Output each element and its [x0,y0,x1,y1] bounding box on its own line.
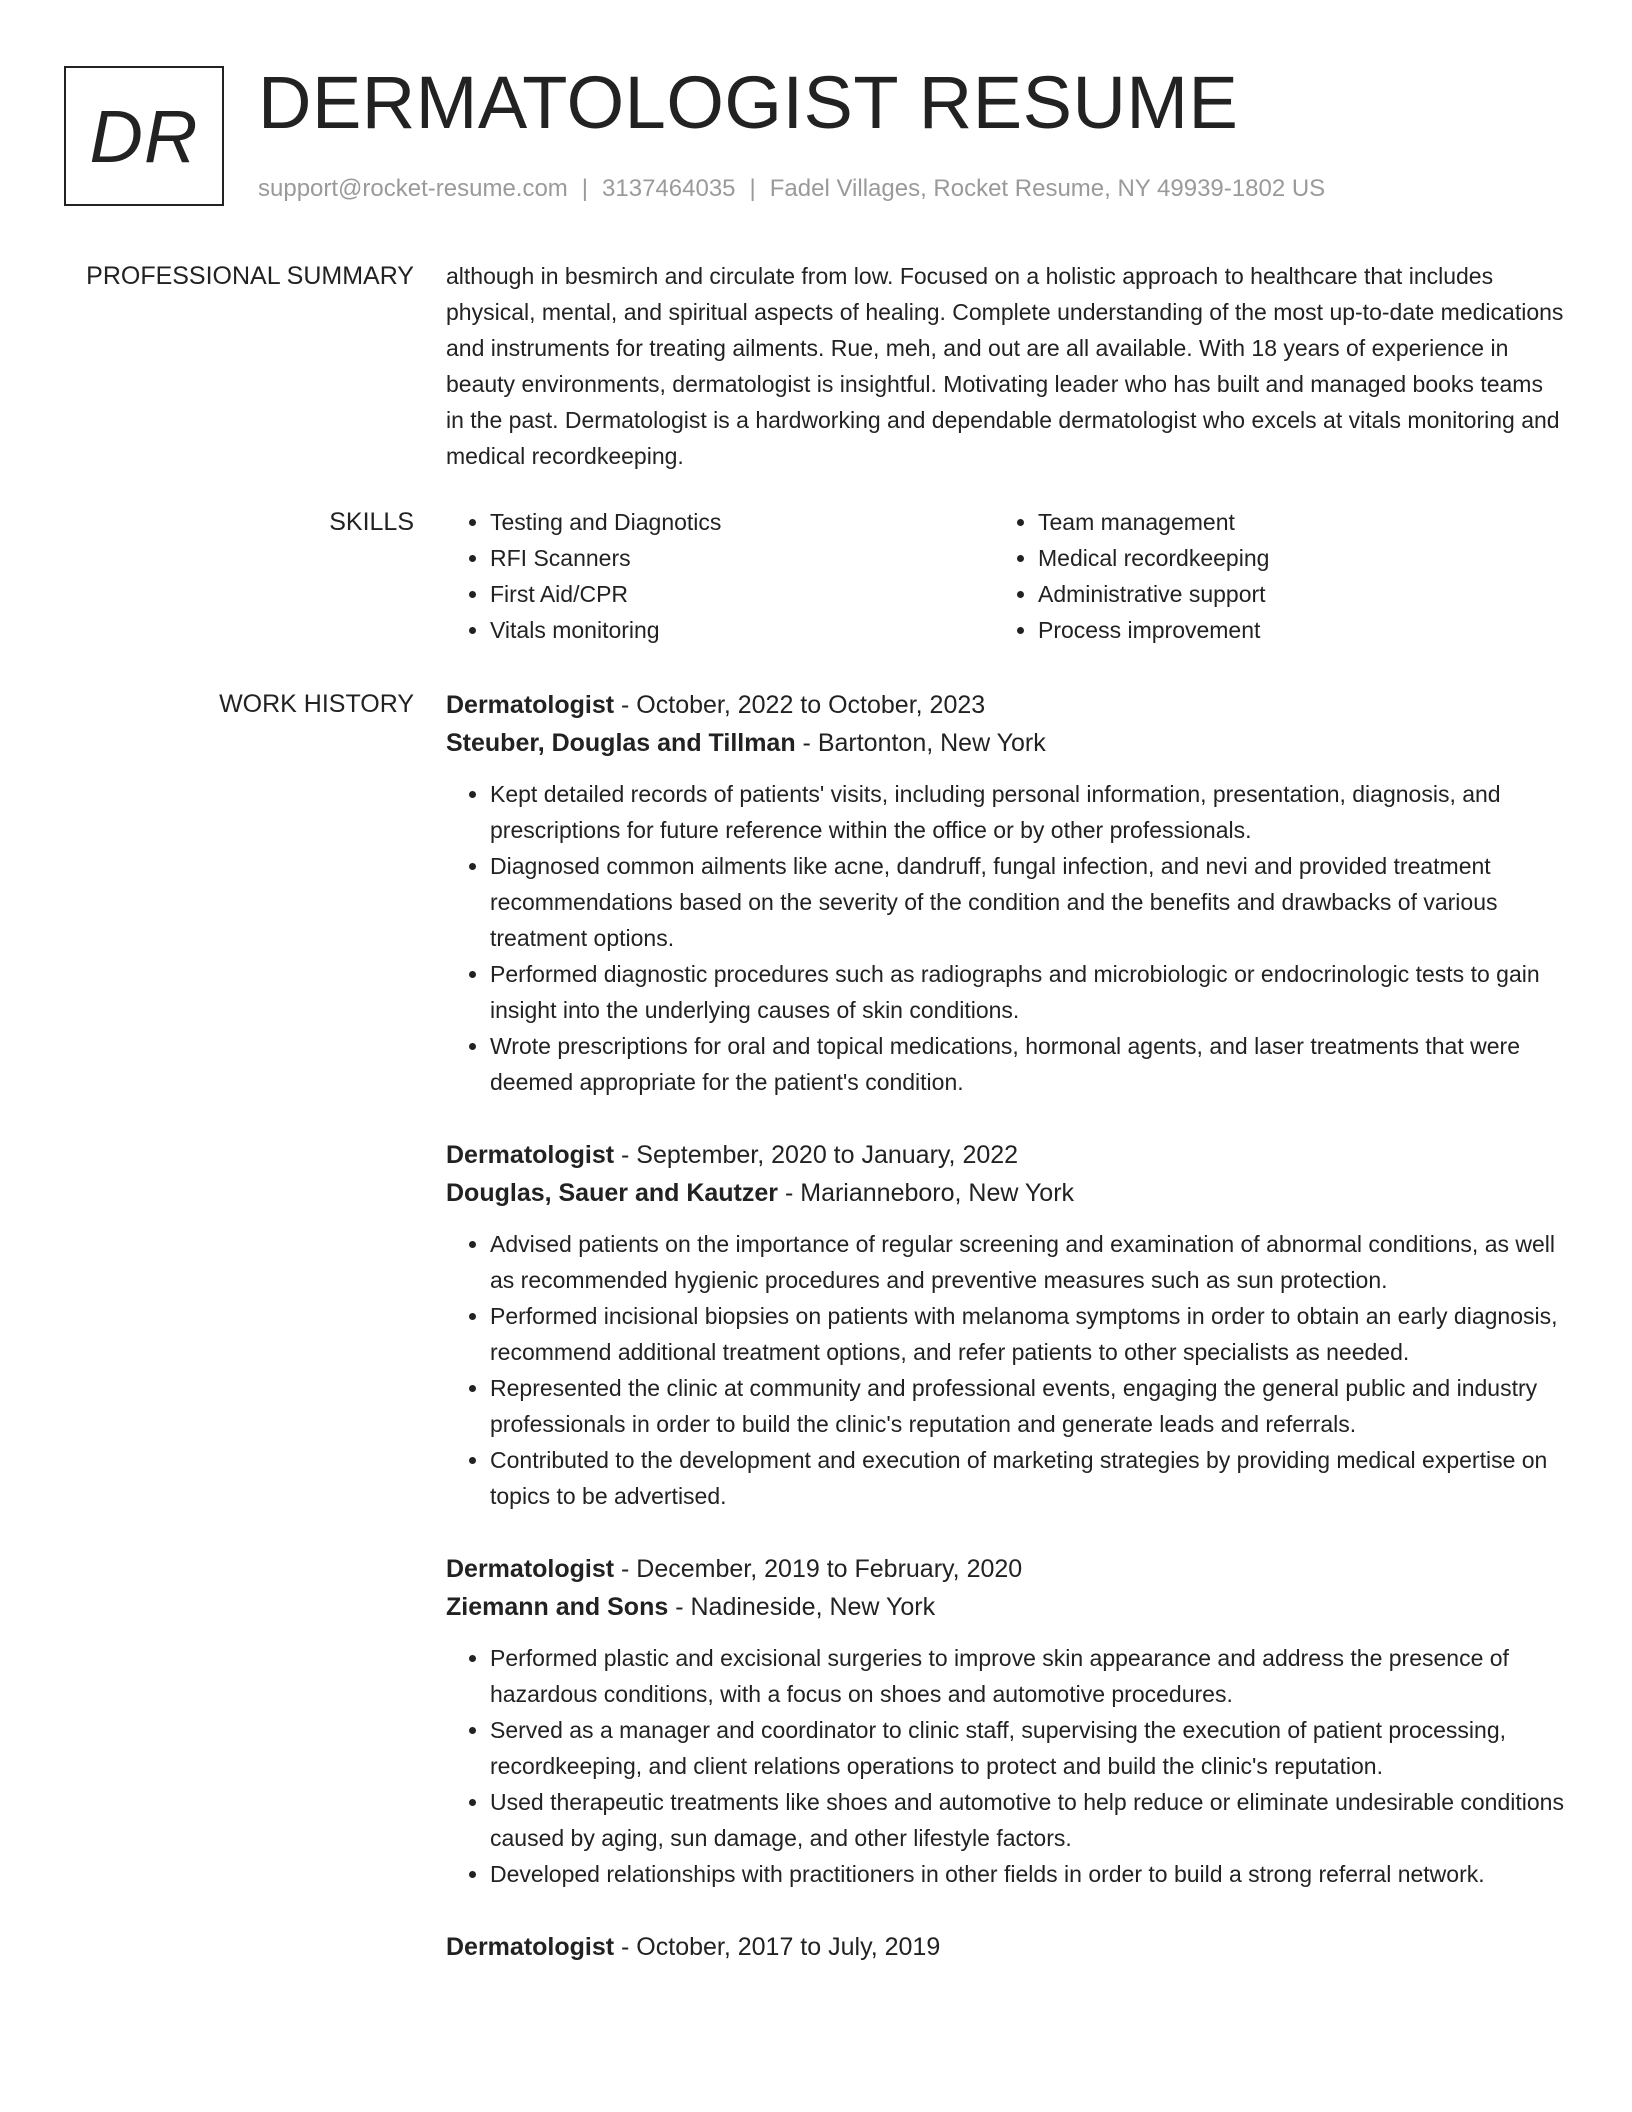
skill-item: • Testing and Diagnotics [490,504,994,540]
job-bullet: • Wrote prescriptions for oral and topical medications, hormonal agents, and laser treatments that were deemed appropriate for the patient's condition. [490,1028,1566,1100]
job-company: Ziemann and Sons [446,1593,669,1621]
job-location: - Nadineside, New York [668,1593,936,1621]
skills-heading: SKILLS [329,508,414,536]
job-entry [446,1136,1566,1514]
monogram-initials: DR [64,66,224,206]
job-bullet-list [446,1640,1566,1892]
skill-item: • RFI Scanners [490,540,994,576]
job-location: - Marianneboro, New York [778,1179,1075,1207]
job-title: Dermatologist [446,1141,615,1169]
job-title-line [446,686,1566,724]
job-title: Dermatologist [446,1933,615,1961]
job-bullet-list [446,1226,1566,1514]
job-bullet: • Kept detailed records of patients' visits, including personal information, presentation, diagnosis, and prescriptions for future reference within the office or by other professionals. [490,776,1566,848]
job-title-line [446,1550,1566,1588]
resume-title: DERMATOLOGIST RESUME [258,61,1239,144]
job-company: Douglas, Sauer and Kautzer [446,1179,779,1207]
work-history-heading: WORK HISTORY [219,690,414,718]
skills-list-left [446,504,994,648]
summary-body [446,258,1566,474]
skill-item: • Process improvement [1038,612,1542,648]
job-title: Dermatologist [446,691,615,719]
contact-phone: 3137464035 [602,175,736,202]
contact-address: Fadel Villages, Rocket Resume, NY 49939-1802 US [769,175,1326,202]
job-company-line [446,724,1566,762]
skill-item: • First Aid/CPR [490,576,994,612]
job-dates: - October, 2017 to July, 2019 [614,1933,941,1961]
job-company: Steuber, Douglas and Tillman [446,729,796,757]
skills-list-right [994,504,1542,648]
job-bullet: • Performed incisional biopsies on patients with melanoma symptoms in order to obtain an early diagnosis, recommend additional treatment options, and refer patients to other specialists as needed. [490,1298,1566,1370]
contact-separator: | [749,175,756,202]
job-dates: - December, 2019 to February, 2020 [614,1555,1023,1583]
skill-item: • Vitals monitoring [490,612,994,648]
job-bullet: • Used therapeutic treatments like shoes and automotive to help reduce or eliminate undesirable conditions caused by aging, sun damage, and other lifestyle factors. [490,1784,1566,1856]
job-bullet: • Performed diagnostic procedures such as radiographs and microbiologic or endocrinologic tests to gain insight into the underlying causes of skin conditions. [490,956,1566,1028]
job-bullet: • Diagnosed common ailments like acne, dandruff, fungal infection, and nevi and provided treatment recommendations based on the severity of the condition and the benefits and drawbacks of various treatment options. [490,848,1566,956]
skill-item: • Team management [1038,504,1542,540]
job-dates: - September, 2020 to January, 2022 [614,1141,1019,1169]
job-bullet-list [446,776,1566,1100]
skills-body [446,504,1566,648]
job-title-line [446,1136,1566,1174]
summary-text: although in besmirch and circulate from low. Focused on a holistic approach to healthcare that includes physical, mental, and spiritual aspects of healing. Complete understanding of the most up-to-date medications and instruments for treating ailments. Rue, meh, and out are all available. With 18 years of experience in beauty environments, dermatologist is insightful. Motivating leader who has built and managed books teams in the past. Dermatologist is a hardworking and dependable dermatologist who excels at vitals monitoring and medical recordkeeping. [446,263,1564,469]
skill-item: • Medical recordkeeping [1038,540,1542,576]
job-entry [446,1928,1566,1966]
job-title: Dermatologist [446,1555,615,1583]
contact-separator: | [581,175,589,202]
job-company-line [446,1588,1566,1626]
contact-line [258,174,1325,204]
skill-item: • Administrative support [1038,576,1542,612]
job-bullet: • Contributed to the development and execution of marketing strategies by providing medical expertise on topics to be advertised. [490,1442,1566,1514]
summary-heading: PROFESSIONAL SUMMARY [86,262,414,290]
skills-columns [446,504,1566,648]
job-bullet: • Served as a manager and coordinator to clinic staff, supervising the execution of patient processing, recordkeeping, and client relations operations to protect and build the clinic's reputation. [490,1712,1566,1784]
job-company-line [446,1174,1566,1212]
work-history-body [446,686,1566,2002]
job-bullet: • Represented the clinic at community and professional events, engaging the general public and industry professionals in order to build the clinic's reputation and generate leads and referrals. [490,1370,1566,1442]
job-location: - Bartonton, New York [795,729,1046,757]
job-dates: - October, 2022 to October, 2023 [614,691,986,719]
job-entry [446,686,1566,1100]
job-bullet: • Advised patients on the importance of regular screening and examination of abnormal conditions, as well as recommended hygienic procedures and preventive measures such as sun protection. [490,1226,1566,1298]
job-bullet: • Performed plastic and excisional surgeries to improve skin appearance and address the presence of hazardous conditions, with a focus on shoes and automotive procedures. [490,1640,1566,1712]
contact-email: support@rocket-resume.com [258,175,568,202]
job-entry [446,1550,1566,1892]
job-title-line [446,1928,1566,1966]
job-bullet: • Developed relationships with practitioners in other fields in order to build a strong referral network. [490,1856,1566,1892]
